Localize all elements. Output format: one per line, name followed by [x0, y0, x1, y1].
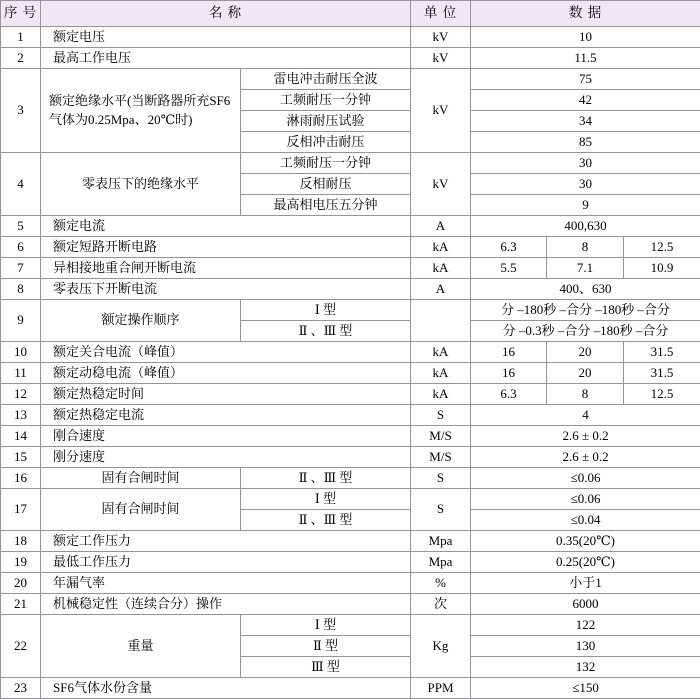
row-value: 20 — [547, 342, 624, 363]
table-row — [1, 468, 700, 489]
row-value: 4 — [471, 405, 700, 426]
table-row — [1, 426, 700, 447]
row-subname: 反相冲击耐压 — [241, 132, 411, 153]
row-number: 23 — [1, 678, 41, 699]
row-number: 8 — [1, 279, 41, 300]
table-row — [1, 258, 700, 279]
row-number: 14 — [1, 426, 41, 447]
header-no: 序 号 — [1, 1, 41, 27]
table-row — [1, 552, 700, 573]
row-number: 2 — [1, 48, 41, 69]
row-value: ≤0.04 — [471, 510, 700, 531]
row-unit — [411, 300, 471, 342]
row-subname: Ⅲ 型 — [241, 657, 411, 678]
row-subname: 工频耐压一分钟 — [241, 90, 411, 111]
row-value: 2.6 ± 0.2 — [471, 447, 700, 468]
row-name: 固有合闸时间 — [41, 489, 241, 531]
row-value: 6.3 — [471, 237, 547, 258]
table-row — [1, 216, 700, 237]
row-value: 12.5 — [624, 237, 700, 258]
header-name: 名 称 — [41, 1, 411, 27]
row-unit: kV — [411, 27, 471, 48]
header-data: 数 据 — [471, 1, 700, 27]
row-number: 18 — [1, 531, 41, 552]
row-value: 31.5 — [624, 363, 700, 384]
row-subname: Ⅱ 、Ⅲ 型 — [241, 321, 411, 342]
row-subname: Ⅱ 、Ⅲ 型 — [241, 510, 411, 531]
row-value: 400,630 — [471, 216, 700, 237]
row-unit: Mpa — [411, 552, 471, 573]
table-row — [1, 573, 700, 594]
row-name: 刚合速度 — [41, 426, 411, 447]
row-name: 额定热稳定电流 — [41, 405, 411, 426]
row-unit: PPM — [411, 678, 471, 699]
row-unit: M/S — [411, 426, 471, 447]
row-value: 9 — [471, 195, 700, 216]
table-row — [1, 48, 700, 69]
row-value: 31.5 — [624, 342, 700, 363]
row-value: 分 –0.3秒 –合分 –180秒 –合分 — [471, 321, 700, 342]
row-number: 6 — [1, 237, 41, 258]
row-value: 30 — [471, 153, 700, 174]
row-unit: kA — [411, 342, 471, 363]
row-unit: A — [411, 216, 471, 237]
header-unit: 单 位 — [411, 1, 471, 27]
row-unit: 次 — [411, 594, 471, 615]
row-value: 42 — [471, 90, 700, 111]
table-row — [1, 594, 700, 615]
row-number: 3 — [1, 69, 41, 153]
row-number: 22 — [1, 615, 41, 678]
row-name: 年漏气率 — [41, 573, 411, 594]
row-value: 2.6 ± 0.2 — [471, 426, 700, 447]
row-name: 额定短路开断电路 — [41, 237, 411, 258]
row-number: 11 — [1, 363, 41, 384]
row-unit: kV — [411, 48, 471, 69]
row-unit: kV — [411, 69, 471, 153]
row-number: 19 — [1, 552, 41, 573]
row-subname: 淋雨耐压试验 — [241, 111, 411, 132]
row-name: 额定关合电流（峰值） — [41, 342, 411, 363]
row-name: 固有合闸时间 — [41, 468, 241, 489]
row-name: 额定操作顺序 — [41, 300, 241, 342]
row-number: 10 — [1, 342, 41, 363]
row-name: 最高工作电压 — [41, 48, 411, 69]
row-name: 机械稳定性（连续合分）操作 — [41, 594, 411, 615]
row-number: 1 — [1, 27, 41, 48]
table-row — [1, 447, 700, 468]
row-number: 5 — [1, 216, 41, 237]
row-subname: 反相耐压 — [241, 174, 411, 195]
row-value: 10 — [471, 27, 700, 48]
row-name: 重量 — [41, 615, 241, 678]
row-value: 6.3 — [471, 384, 547, 405]
table-row — [1, 279, 700, 300]
row-unit: kV — [411, 153, 471, 216]
table-row — [1, 300, 700, 321]
row-number: 4 — [1, 153, 41, 216]
table-header — [1, 1, 700, 27]
row-number: 20 — [1, 573, 41, 594]
row-name: 额定动稳电流（峰值） — [41, 363, 411, 384]
row-subname: Ⅱ 型 — [241, 636, 411, 657]
row-value: 0.25(20℃) — [471, 552, 700, 573]
row-number: 17 — [1, 489, 41, 531]
row-value: 30 — [471, 174, 700, 195]
row-value: ≤0.06 — [471, 468, 700, 489]
row-unit: Kg — [411, 615, 471, 678]
row-value: 小于1 — [471, 573, 700, 594]
table-row — [1, 237, 700, 258]
row-unit: % — [411, 573, 471, 594]
table-row — [1, 69, 700, 90]
row-value: 20 — [547, 363, 624, 384]
row-value: 400、630 — [471, 279, 700, 300]
table-row — [1, 615, 700, 636]
row-number: 16 — [1, 468, 41, 489]
row-name: 额定绝缘水平(当断路器所充SF6气体为0.25Mpa、20℃时) — [41, 69, 241, 153]
row-subname: Ⅰ 型 — [241, 489, 411, 510]
row-subname: Ⅰ 型 — [241, 615, 411, 636]
row-value: ≤150 — [471, 678, 700, 699]
row-value: ≤0.06 — [471, 489, 700, 510]
table-row — [1, 384, 700, 405]
row-unit: S — [411, 405, 471, 426]
row-unit: M/S — [411, 447, 471, 468]
row-value: 16 — [471, 363, 547, 384]
row-value: 75 — [471, 69, 700, 90]
row-unit: S — [411, 489, 471, 531]
table-row — [1, 363, 700, 384]
table-row — [1, 678, 700, 699]
row-value: 10.9 — [624, 258, 700, 279]
row-name: 刚分速度 — [41, 447, 411, 468]
row-name: 零表压下开断电流 — [41, 279, 411, 300]
table-row — [1, 405, 700, 426]
table-row — [1, 489, 700, 510]
row-value: 85 — [471, 132, 700, 153]
row-name: 额定工作压力 — [41, 531, 411, 552]
row-number: 15 — [1, 447, 41, 468]
row-number: 13 — [1, 405, 41, 426]
table-row — [1, 531, 700, 552]
table-row — [1, 342, 700, 363]
row-unit: kA — [411, 258, 471, 279]
row-subname: 最高相电压五分钟 — [241, 195, 411, 216]
row-value: 34 — [471, 111, 700, 132]
row-unit: Mpa — [411, 531, 471, 552]
row-name: 最低工作压力 — [41, 552, 411, 573]
row-subname: 雷电冲击耐压全波 — [241, 69, 411, 90]
row-name: 额定热稳定时间 — [41, 384, 411, 405]
row-number: 12 — [1, 384, 41, 405]
row-subname: Ⅰ 型 — [241, 300, 411, 321]
row-value: 8 — [547, 384, 624, 405]
row-value: 7.1 — [547, 258, 624, 279]
row-number: 7 — [1, 258, 41, 279]
row-unit: A — [411, 279, 471, 300]
row-unit: kA — [411, 384, 471, 405]
row-name: 零表压下的绝缘水平 — [41, 153, 241, 216]
row-name: 额定电压 — [41, 27, 411, 48]
row-name: 额定电流 — [41, 216, 411, 237]
row-value: 16 — [471, 342, 547, 363]
row-unit: S — [411, 468, 471, 489]
table-row — [1, 27, 700, 48]
row-name: SF6气体水份含量 — [41, 678, 411, 699]
row-value: 0.35(20℃) — [471, 531, 700, 552]
row-value: 5.5 — [471, 258, 547, 279]
row-unit: kA — [411, 363, 471, 384]
row-subname: 工频耐压一分钟 — [241, 153, 411, 174]
row-value: 6000 — [471, 594, 700, 615]
row-value: 132 — [471, 657, 700, 678]
row-value: 分 –180秒 –合分 –180秒 –合分 — [471, 300, 700, 321]
row-subname: Ⅱ 、Ⅲ 型 — [241, 468, 411, 489]
table-row — [1, 153, 700, 174]
row-value: 8 — [547, 237, 624, 258]
row-unit: kA — [411, 237, 471, 258]
row-value: 11.5 — [471, 48, 700, 69]
row-value: 130 — [471, 636, 700, 657]
row-name: 异相接地重合闸开断电流 — [41, 258, 411, 279]
row-number: 9 — [1, 300, 41, 342]
row-value: 12.5 — [624, 384, 700, 405]
table-body — [1, 27, 700, 699]
row-value: 122 — [471, 615, 700, 636]
row-number: 21 — [1, 594, 41, 615]
header-row — [1, 1, 700, 27]
